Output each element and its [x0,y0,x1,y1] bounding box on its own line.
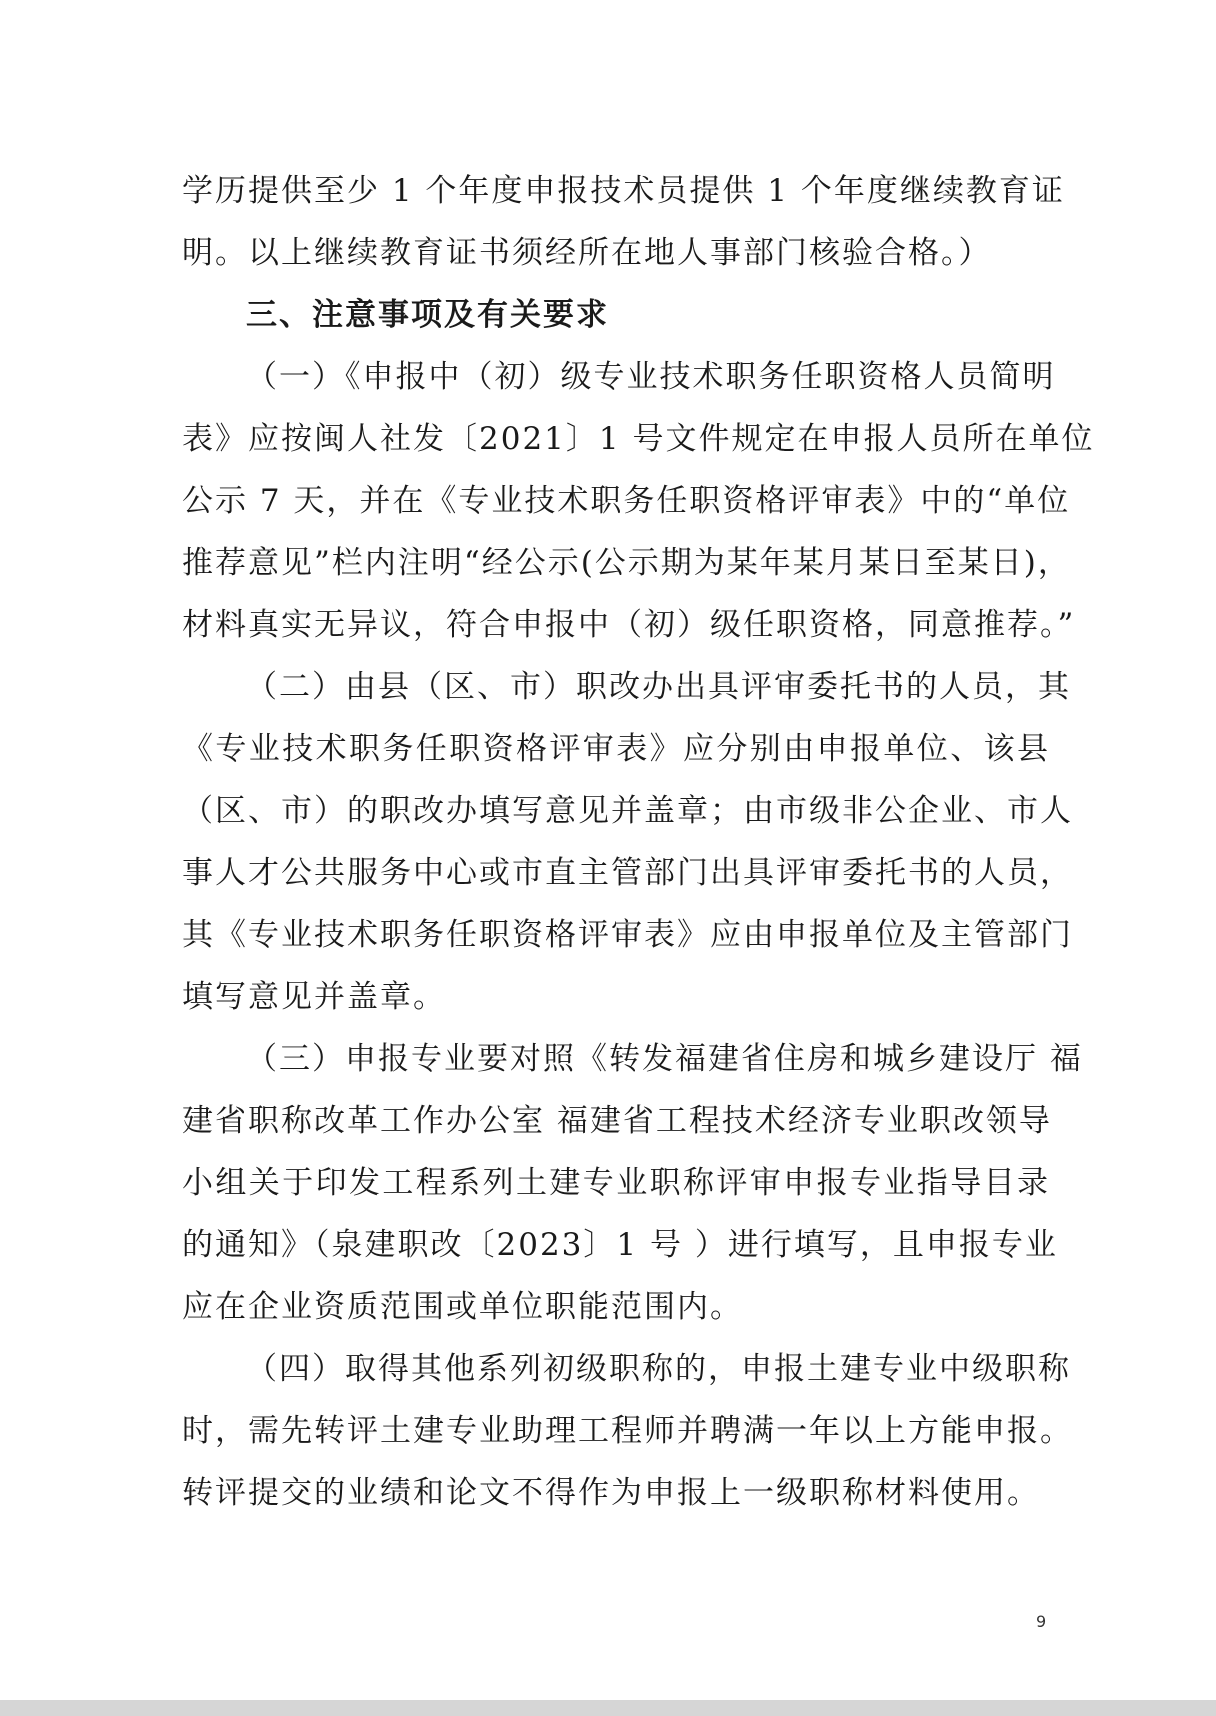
paragraph-3-line: 的通知》（泉建职改〔2023〕1 号 ）进行填写，且申报专业 [182,1227,1058,1263]
paragraph-2-line: 事人才公共服务中心或市直主管部门出具评审委托书的人员， [182,855,1073,891]
paragraph-1-line: 材料真实无异议，符合申报中（初）级任职资格，同意推荐。” [182,607,1076,643]
paragraph-1-line: 公示 7 天，并在《专业技术职务任职资格评审表》中的“单位 [182,483,1071,519]
paragraph-4-line: 时，需先转评土建专业助理工程师并聘满一年以上方能申报。 [182,1413,1073,1449]
body-text [182,160,1095,1524]
paragraph-2-line: 《专业技术职务任职资格评审表》应分别由申报单位、该县 [182,731,1050,767]
text-line: 明。以上继续教育证书须经所在地人事部门核验合格。） [182,235,992,271]
paragraph-2-line: （区、市）的职改办填写意见并盖章；由市级非公企业、市人 [182,793,1073,829]
section-heading: 三、注意事项及有关要求 [246,297,609,333]
paragraph-1-line: （一）《申报中（初）级专业技术职务任职资格人员简明 [246,359,1056,395]
text-line: 学历提供至少 1 个年度申报技术员提供 1 个年度继续教育证 [182,173,1065,209]
paragraph-4-line: （四）取得其他系列初级职称的，申报土建专业中级职称 [246,1351,1071,1387]
viewer-bottom-edge [0,1700,1216,1716]
paragraph-3-line: 小组关于印发工程系列土建专业职称评审申报专业指导目录 [182,1165,1050,1201]
paragraph-2-line: （二）由县（区、市）职改办出具评审委托书的人员，其 [246,669,1071,705]
paragraph-3-line: （三）申报专业要对照《转发福建省住房和城乡建设厅 福 [246,1041,1083,1077]
paragraph-1-line: 表》应按闽人社发〔2021〕1 号文件规定在申报人员所在单位 [182,421,1095,457]
paragraph-3-line: 应在企业资质范围或单位职能范围内。 [182,1289,743,1325]
paragraph-2-line: 其《专业技术职务任职资格评审表》应由申报单位及主管部门 [182,917,1073,953]
paragraph-3-line: 建省职称改革工作办公室 福建省工程技术经济专业职改领导 [182,1103,1052,1139]
page-number: 9 [1036,1612,1047,1631]
paragraph-2-line: 填写意见并盖章。 [182,979,446,1015]
paragraph-4-line: 转评提交的业绩和论文不得作为申报上一级职称材料使用。 [182,1475,1040,1511]
paragraph-1-line: 推荐意见”栏内注明“经公示(公示期为某年某月某日至某日)， [182,545,1071,581]
